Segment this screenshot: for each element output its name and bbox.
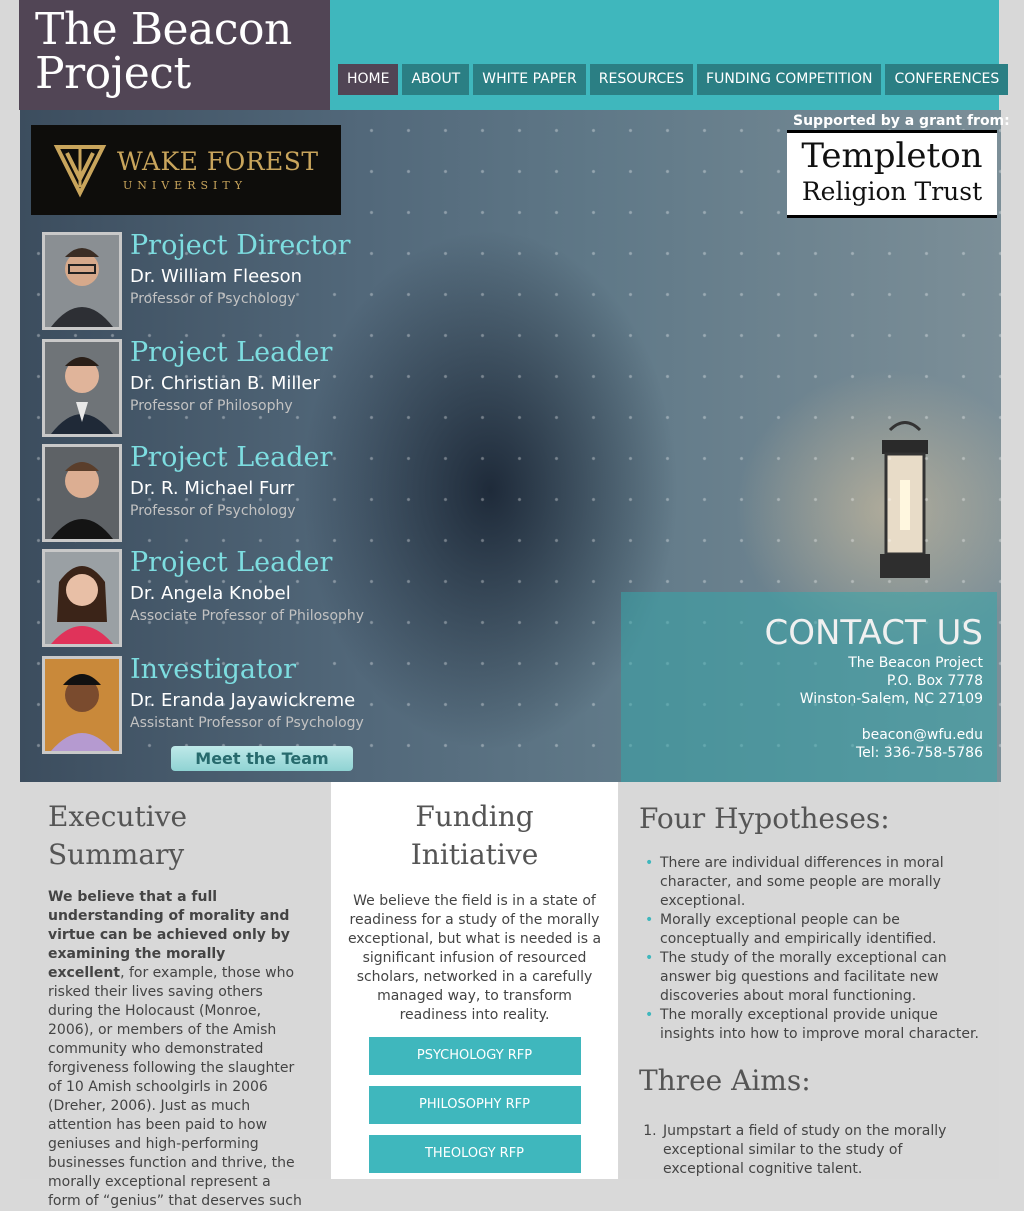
- avatar[interactable]: [42, 339, 122, 437]
- hypotheses-list: [659, 854, 979, 1044]
- contact-heading: CONTACT US: [764, 613, 983, 653]
- three-aims-heading: Three Aims:: [639, 1064, 811, 1097]
- templeton-line2: Religion Trust: [801, 177, 983, 206]
- team-title: Professor of Psychology: [130, 503, 296, 519]
- executive-summary-column: [20, 782, 330, 1209]
- funding-initiative-heading: [331, 798, 618, 874]
- nav-conferences[interactable]: CONFERENCES: [885, 64, 1008, 95]
- wake-forest-shield-icon: [53, 143, 107, 197]
- meet-the-team-button[interactable]: Meet the Team: [171, 746, 353, 771]
- executive-summary-body: , for example, those who risked their lives saving others during the Holocaust (Monroe, 2006), or members of the Amish community who demonstrated forgiveness following the slaughter of 10 Amish schoolgirls in 2006 (Dreher, 2006). Just as much attention has been paid to how geniuses and high-performing businesses function and thrive, the morally exceptional represent a form of “genius” that deserves such: [48, 965, 302, 1209]
- philosophy-rfp-button[interactable]: PHILOSOPHY RFP: [369, 1086, 581, 1124]
- team-role: Investigator: [130, 654, 297, 685]
- avatar[interactable]: [42, 232, 122, 330]
- nav-resources[interactable]: RESOURCES: [590, 64, 693, 95]
- contact-city: Winston-Salem, NC 27109: [799, 691, 983, 707]
- list-item: 1. Jumpstart a field of study on the morally exceptional similar to the study of exceptional cognitive talent.: [661, 1122, 979, 1179]
- team-member: [42, 339, 382, 437]
- grant-label: Supported by a grant from:: [793, 113, 1010, 129]
- main-nav: [330, 0, 999, 110]
- team-title: Associate Professor of Philosophy: [130, 608, 365, 624]
- contact-spacer: [621, 708, 983, 726]
- avatar[interactable]: [42, 444, 122, 542]
- four-hypotheses-heading: Four Hypotheses:: [639, 802, 890, 835]
- list-item: • The morally exceptional provide unique insights into how to improve moral character.: [659, 1006, 979, 1044]
- theology-rfp-button[interactable]: THEOLOGY RFP: [369, 1135, 581, 1173]
- executive-summary-heading: [48, 798, 302, 874]
- team-title: Assistant Professor of Psychology: [130, 715, 364, 731]
- team-member: [42, 232, 382, 330]
- wake-forest-logo[interactable]: [31, 125, 341, 215]
- nav-white-paper[interactable]: WHITE PAPER: [473, 64, 586, 95]
- wake-forest-sub: UNIVERSITY: [123, 179, 247, 192]
- team-role: Project Leader: [130, 442, 333, 473]
- funding-heading-line2: Initiative: [410, 838, 539, 871]
- site-title-line2: Project: [35, 48, 191, 99]
- site-title-line1: The Beacon: [35, 4, 292, 55]
- avatar[interactable]: [42, 549, 122, 647]
- wake-forest-name: WAKE FOREST: [117, 147, 319, 176]
- executive-heading-line1: Executive: [48, 800, 188, 833]
- funding-initiative-text: We believe the field is in a state of readiness for a study of the morally exceptional, but what is needed is a significant infusion of resourced scholars, networked in a carefully managed way, to transform readiness into reality.: [347, 893, 602, 1023]
- executive-heading-line2: Summary: [48, 838, 185, 871]
- team-name: Dr. Eranda Jayawickreme: [130, 690, 356, 711]
- executive-summary-text: [48, 888, 302, 1211]
- aims-list: [661, 1122, 979, 1179]
- team-name: Dr. William Fleeson: [130, 266, 303, 287]
- templeton-line1: Templeton: [801, 136, 983, 176]
- nav-about[interactable]: ABOUT: [402, 64, 469, 95]
- team-role: Project Leader: [130, 337, 333, 368]
- contact-org: The Beacon Project: [848, 655, 983, 671]
- avatar[interactable]: [42, 656, 122, 754]
- team-title: Professor of Philosophy: [130, 398, 293, 414]
- site-logo[interactable]: [19, 0, 330, 110]
- list-item: • The study of the morally exceptional can answer big questions and facilitate new discoveries about moral functioning.: [659, 949, 979, 1006]
- team-role: Project Director: [130, 230, 351, 261]
- site-title: [35, 4, 292, 99]
- team-role: Project Leader: [130, 547, 333, 578]
- hypotheses-column: [619, 782, 999, 1179]
- contact-panel: [621, 592, 997, 782]
- team-name: Dr. R. Michael Furr: [130, 478, 295, 499]
- list-item: • There are individual differences in moral character, and some people are morally exceptional.: [659, 854, 979, 911]
- hero-banner: [20, 110, 1010, 782]
- lantern-image: [860, 420, 950, 600]
- nav-funding-competition[interactable]: FUNDING COMPETITION: [697, 64, 881, 95]
- nav-home[interactable]: HOME: [338, 64, 398, 95]
- executive-summary-bold: We believe that a full understanding of morality and virtue can be achieved only by examining the morally excellent: [48, 889, 290, 981]
- contact-phone: Tel: 336-758-5786: [855, 745, 983, 761]
- funding-heading-line1: Funding: [415, 800, 534, 833]
- psychology-rfp-button[interactable]: PSYCHOLOGY RFP: [369, 1037, 581, 1075]
- contact-email-link[interactable]: beacon@wfu.edu: [861, 727, 983, 743]
- team-member: [42, 444, 382, 542]
- team-name: Dr. Christian B. Miller: [130, 373, 320, 394]
- site-header: [0, 0, 1024, 110]
- team-member: [42, 549, 382, 647]
- funding-initiative-column: [331, 782, 618, 1179]
- list-item: • Morally exceptional people can be conceptually and empirically identified.: [659, 911, 979, 949]
- team-title: Professor of Psychology: [130, 291, 296, 307]
- team-name: Dr. Angela Knobel: [130, 583, 291, 604]
- contact-po-box: P.O. Box 7778: [886, 673, 983, 689]
- nav-list: [338, 64, 1012, 95]
- team-member: [42, 656, 382, 754]
- templeton-logo[interactable]: [787, 130, 997, 218]
